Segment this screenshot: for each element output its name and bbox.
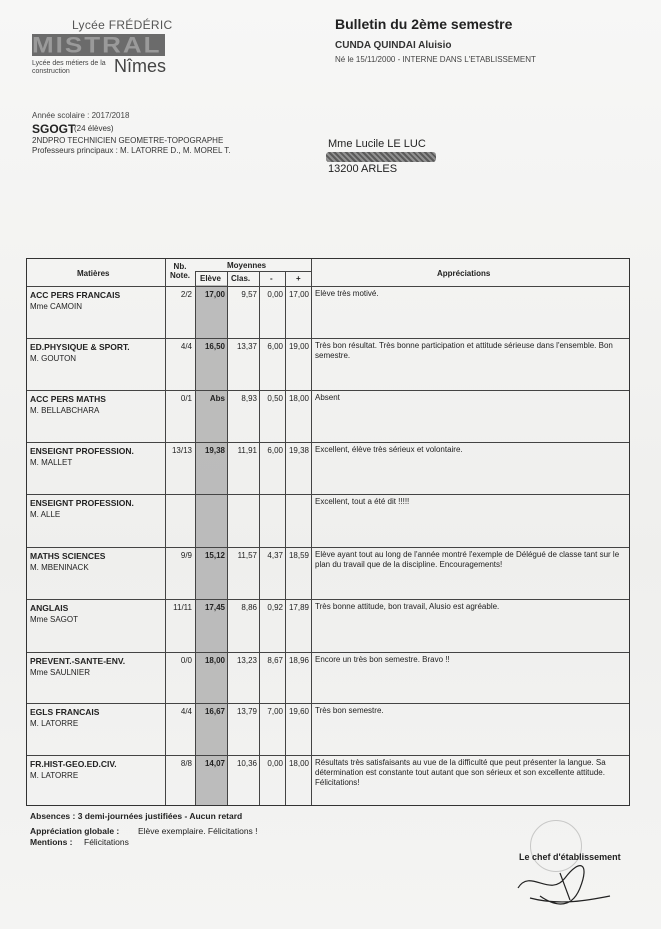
student-average: 16,67 bbox=[204, 707, 225, 716]
header-averages: Moyennes bbox=[227, 261, 267, 270]
subject-name: EGLS FRANCAIS bbox=[30, 707, 100, 717]
max-average: 18,96 bbox=[288, 656, 309, 665]
global-appreciation-value: Elève exemplaire. Félicitations ! bbox=[138, 826, 258, 836]
averages-subheader-line bbox=[195, 271, 311, 272]
table-vline bbox=[311, 259, 312, 805]
subject-name: ACC PERS FRANCAIS bbox=[30, 290, 121, 300]
notes-count: 4/4 bbox=[180, 707, 192, 716]
class-count: (24 élèves) bbox=[74, 124, 114, 133]
class-average: 13,37 bbox=[236, 342, 257, 351]
teacher-name: Mme SAULNIER bbox=[30, 668, 91, 677]
header-max: + bbox=[296, 274, 301, 283]
school-logo bbox=[32, 18, 182, 78]
max-average: 19,38 bbox=[288, 446, 309, 455]
teacher-name: M. LATORRE bbox=[30, 771, 79, 780]
school-city: Nîmes bbox=[114, 56, 167, 76]
notes-count: 0/1 bbox=[180, 394, 192, 403]
max-average: 18,00 bbox=[288, 394, 309, 403]
class-name: 2NDPRO TECHNICIEN GEOMETRE-TOPOGRAPHE bbox=[32, 136, 224, 145]
max-average: 18,59 bbox=[288, 551, 309, 560]
class-average: 11,91 bbox=[237, 446, 257, 455]
subject-name: ANGLAIS bbox=[30, 603, 69, 613]
class-average: 9,57 bbox=[241, 290, 257, 299]
class-average: 10,36 bbox=[236, 759, 257, 768]
student-average: 14,07 bbox=[204, 759, 225, 768]
appreciation-text: Absent bbox=[315, 393, 340, 402]
table-vline bbox=[165, 259, 166, 805]
absences: Absences : 3 demi-journées justifiées - Aucun retard bbox=[30, 811, 243, 821]
student-average: 18,00 bbox=[204, 656, 225, 665]
table-vline bbox=[285, 271, 286, 805]
notes-count: 13/13 bbox=[171, 446, 192, 455]
student-name: CUNDA QUINDAI Aluisio bbox=[335, 40, 452, 51]
bulletin-title: Bulletin du 2ème semestre bbox=[335, 16, 513, 32]
notes-count: 0/0 bbox=[180, 656, 192, 665]
table-row-divider bbox=[27, 494, 629, 495]
mentions-value: Félicitations bbox=[84, 837, 129, 847]
school-logo-line1: Lycée FRÉDÉRIC bbox=[72, 18, 173, 32]
min-average: 7,00 bbox=[267, 707, 283, 716]
redacted-address bbox=[326, 152, 436, 162]
mentions-label: Mentions : bbox=[30, 837, 73, 847]
signature-scribble bbox=[510, 858, 620, 906]
subject-name: ENSEIGNT PROFESSION. bbox=[30, 498, 134, 508]
appreciation-text: Excellent, tout a été dit !!!!! bbox=[315, 497, 410, 506]
table-row-divider bbox=[27, 599, 629, 600]
appreciation-text: Elève très motivé. bbox=[315, 289, 379, 298]
recipient-city: 13200 ARLES bbox=[328, 163, 398, 175]
notes-count: 4/4 bbox=[180, 342, 192, 351]
appreciation-text: Très bon résultat. Très bonne participation et attitude sérieuse dans l'ensemble. Bon semestre. bbox=[315, 341, 613, 360]
subject-name: MATHS SCIENCES bbox=[30, 551, 106, 561]
appreciation-text: Excellent, élève très sérieux et volontaire. bbox=[315, 445, 463, 454]
class-average: 8,86 bbox=[241, 603, 257, 612]
table-vline bbox=[227, 271, 228, 805]
signature-label: Le chef d'établissement bbox=[519, 852, 621, 862]
table-vline bbox=[195, 271, 196, 805]
class-code: SGOGT bbox=[32, 122, 76, 136]
student-average: 19,38 bbox=[204, 446, 225, 455]
subject-name: PREVENT.-SANTE-ENV. bbox=[30, 656, 126, 666]
max-average: 17,89 bbox=[288, 603, 309, 612]
notes-count: 2/2 bbox=[180, 290, 192, 299]
min-average: 4,37 bbox=[267, 551, 283, 560]
subject-name: ACC PERS MATHS bbox=[30, 394, 106, 404]
appreciation-text: Très bon semestre. bbox=[315, 706, 384, 715]
class-average: 13,79 bbox=[236, 707, 257, 716]
min-average: 0,00 bbox=[267, 759, 283, 768]
min-average: 0,00 bbox=[267, 290, 283, 299]
teacher-name: M. LATORRE bbox=[30, 719, 79, 728]
table-row-divider bbox=[27, 652, 629, 653]
table-row-divider bbox=[27, 547, 629, 548]
subject-name: FR.HIST-GEO.ED.CIV. bbox=[30, 759, 117, 769]
notes-count: 8/8 bbox=[180, 759, 192, 768]
student-column-shade bbox=[196, 285, 227, 805]
notes-count: 11/11 bbox=[173, 603, 192, 612]
table-row-divider bbox=[27, 703, 629, 704]
header-min: - bbox=[270, 274, 273, 283]
class-average: 8,93 bbox=[241, 394, 257, 403]
max-average: 19,00 bbox=[288, 342, 309, 351]
min-average: 0,50 bbox=[267, 394, 283, 403]
student-average: 15,12 bbox=[204, 551, 225, 560]
table-row-divider bbox=[27, 755, 629, 756]
appreciation-text: Elève ayant tout au long de l'année montré l'exemple de Délégué de classe tant sur le plan du travail que de la discipline. Encouragements! bbox=[315, 550, 620, 569]
class-average: 11,57 bbox=[237, 551, 257, 560]
min-average: 6,00 bbox=[267, 342, 283, 351]
max-average: 18,00 bbox=[288, 759, 309, 768]
global-appreciation-label: Appréciation globale : bbox=[30, 826, 120, 836]
teacher-name: M. ALLE bbox=[30, 510, 61, 519]
teacher-name: Mme CAMOIN bbox=[30, 302, 82, 311]
school-tagline: Lycée des métiers de la construction bbox=[32, 60, 106, 75]
table-row-divider bbox=[27, 442, 629, 443]
teacher-name: M. MBENINACK bbox=[30, 563, 89, 572]
min-average: 0,92 bbox=[267, 603, 283, 612]
class-average: 13,23 bbox=[236, 656, 257, 665]
min-average: 6,00 bbox=[267, 446, 283, 455]
table-row-divider bbox=[27, 390, 629, 391]
student-average: 17,00 bbox=[204, 290, 225, 299]
table-row-divider bbox=[27, 286, 629, 287]
header-student: Elève bbox=[200, 274, 221, 283]
recipient-name: Mme Lucile LE LUC bbox=[328, 138, 426, 150]
subject-name: ED.PHYSIQUE & SPORT. bbox=[30, 342, 130, 352]
max-average: 19,60 bbox=[288, 707, 309, 716]
student-average: 17,45 bbox=[204, 603, 225, 612]
teacher-name: Mme SAGOT bbox=[30, 615, 79, 624]
head-teachers: Professeurs principaux : M. LATORRE D., M. MOREL T. bbox=[32, 146, 231, 155]
notes-count: 9/9 bbox=[180, 551, 192, 560]
student-birth: Né le 15/11/2000 - INTERNE DANS L'ETABLISSEMENT bbox=[335, 55, 536, 64]
header-class: Clas. bbox=[231, 274, 251, 283]
student-average: Abs bbox=[209, 394, 225, 403]
table-row-divider bbox=[27, 338, 629, 339]
teacher-name: M. MALLET bbox=[30, 458, 73, 467]
school-logo-line2: MISTRAL bbox=[32, 32, 162, 58]
header-notes: Nb. Note. bbox=[170, 262, 190, 280]
school-year: Année scolaire : 2017/2018 bbox=[32, 111, 130, 120]
grades-table bbox=[26, 258, 630, 806]
header-appreciations: Appréciations bbox=[437, 269, 491, 278]
teacher-name: M. GOUTON bbox=[30, 354, 77, 363]
header-subject: Matières bbox=[77, 269, 110, 278]
student-average: 16,50 bbox=[204, 342, 225, 351]
subject-name: ENSEIGNT PROFESSION. bbox=[30, 446, 134, 456]
table-vline bbox=[259, 271, 260, 805]
max-average: 17,00 bbox=[288, 290, 309, 299]
appreciation-text: Très bonne attitude, bon travail, Alusio est agréable. bbox=[315, 602, 500, 611]
min-average: 8,67 bbox=[267, 656, 283, 665]
appreciation-text: Encore un très bon semestre. Bravo !! bbox=[315, 655, 450, 664]
teacher-name: M. BELLABCHARA bbox=[30, 406, 100, 415]
appreciation-text: Résultats très satisfaisants au vue de la difficulté que peut présenter la langue. Sa détermination est constante tout autant que son sérieux et son excellente attitude. Félicitations! bbox=[315, 758, 606, 787]
